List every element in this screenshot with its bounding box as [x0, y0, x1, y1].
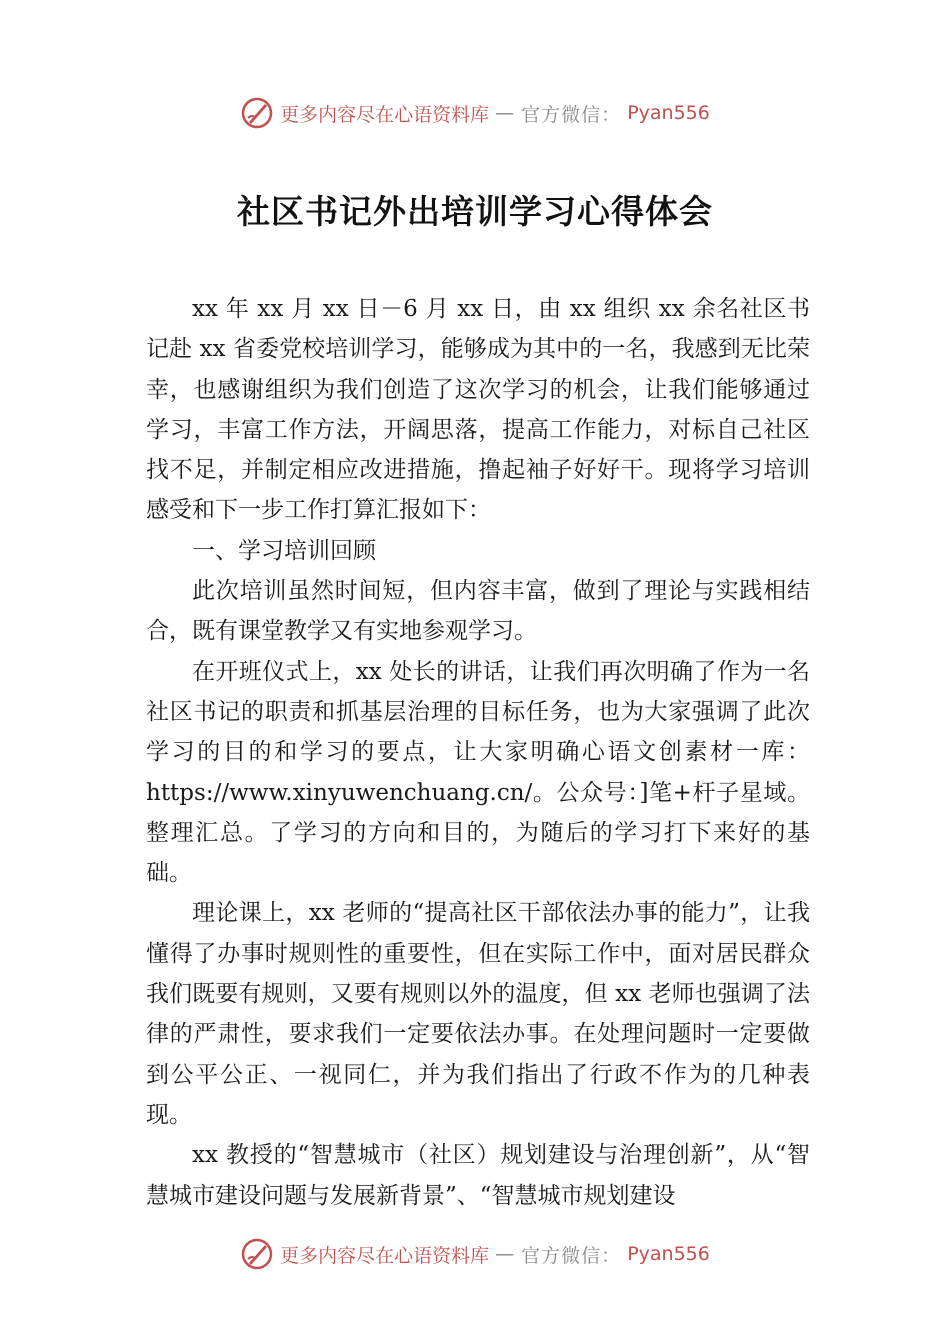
paragraph: xx 教授的“智慧城市（社区）规划建设与治理创新”，从“智慧城市建设问题与发展新背景”、“智慧城市规划建设 [146, 1142, 810, 1209]
watermark-id: Pyan556 [627, 1243, 710, 1265]
watermark-brand: 更多内容尽在心语资料库 [280, 103, 490, 126]
footer-watermark [0, 1237, 950, 1271]
quill-logo-icon [240, 1237, 274, 1271]
document-title: 社区书记外出培训学习心得体会 [237, 192, 713, 231]
paragraph: 理论课上，xx 老师的“提高社区干部依法办事的能力”，让我懂得了办事时规则性的重要性，但在实际工作中，面对居民群众我们既要有规则，又要有规则以外的温度，但 xx 老师也强调了法律的严肃性，要求我们一定要依法办事。在处理问题时一定要做到公平公正、一视同仁，并为我们指出了行政不作为的几种表现。 [146, 900, 810, 1128]
watermark-dash: — [495, 102, 516, 124]
quill-logo-icon [240, 96, 274, 130]
watermark-label: 官方微信： [521, 1244, 622, 1267]
paragraph: 此次培训虽然时间短，但内容丰富，做到了理论与实践相结合，既有课堂教学又有实地参观学习。 [146, 578, 810, 645]
watermark-id: Pyan556 [627, 102, 710, 124]
paragraph: 在开班仪式上，xx 处长的讲话，让我们再次明确了作为一名社区书记的职责和抓基层治理的目标任务，也为大家强调了此次学习的目的和学习的要点，让大家明确心语文创素材一库：https://www.xinyuwenchuang.cn/。公众号：]笔+杆子星域。整理汇总。了学习的方向和目的，为随后的学习打下来好的基础。 [146, 658, 810, 887]
watermark-dash: — [495, 1243, 516, 1265]
paragraph-intro: xx 年 xx 月 xx 日－6 月 xx 日，由 xx 组织 xx 余名社区书记赴 xx 省委党校培训学习，能够成为其中的一名，我感到无比荣幸，也感谢组织为我们创造了这次学习的机会，让我们能够通过学习，丰富工作方法，开阔思落，提高工作能力，对标自己社区找不足，并制定相应改进措施，撸起袖子好好干。现将学习培训感受和下一步工作打算汇报如下： [146, 296, 810, 524]
watermark-label: 官方微信： [521, 103, 622, 126]
section-heading: 一、学习培训回顾 [192, 537, 376, 564]
document-body [146, 289, 810, 1216]
watermark-brand: 更多内容尽在心语资料库 [280, 1244, 490, 1267]
header-watermark [0, 96, 950, 130]
